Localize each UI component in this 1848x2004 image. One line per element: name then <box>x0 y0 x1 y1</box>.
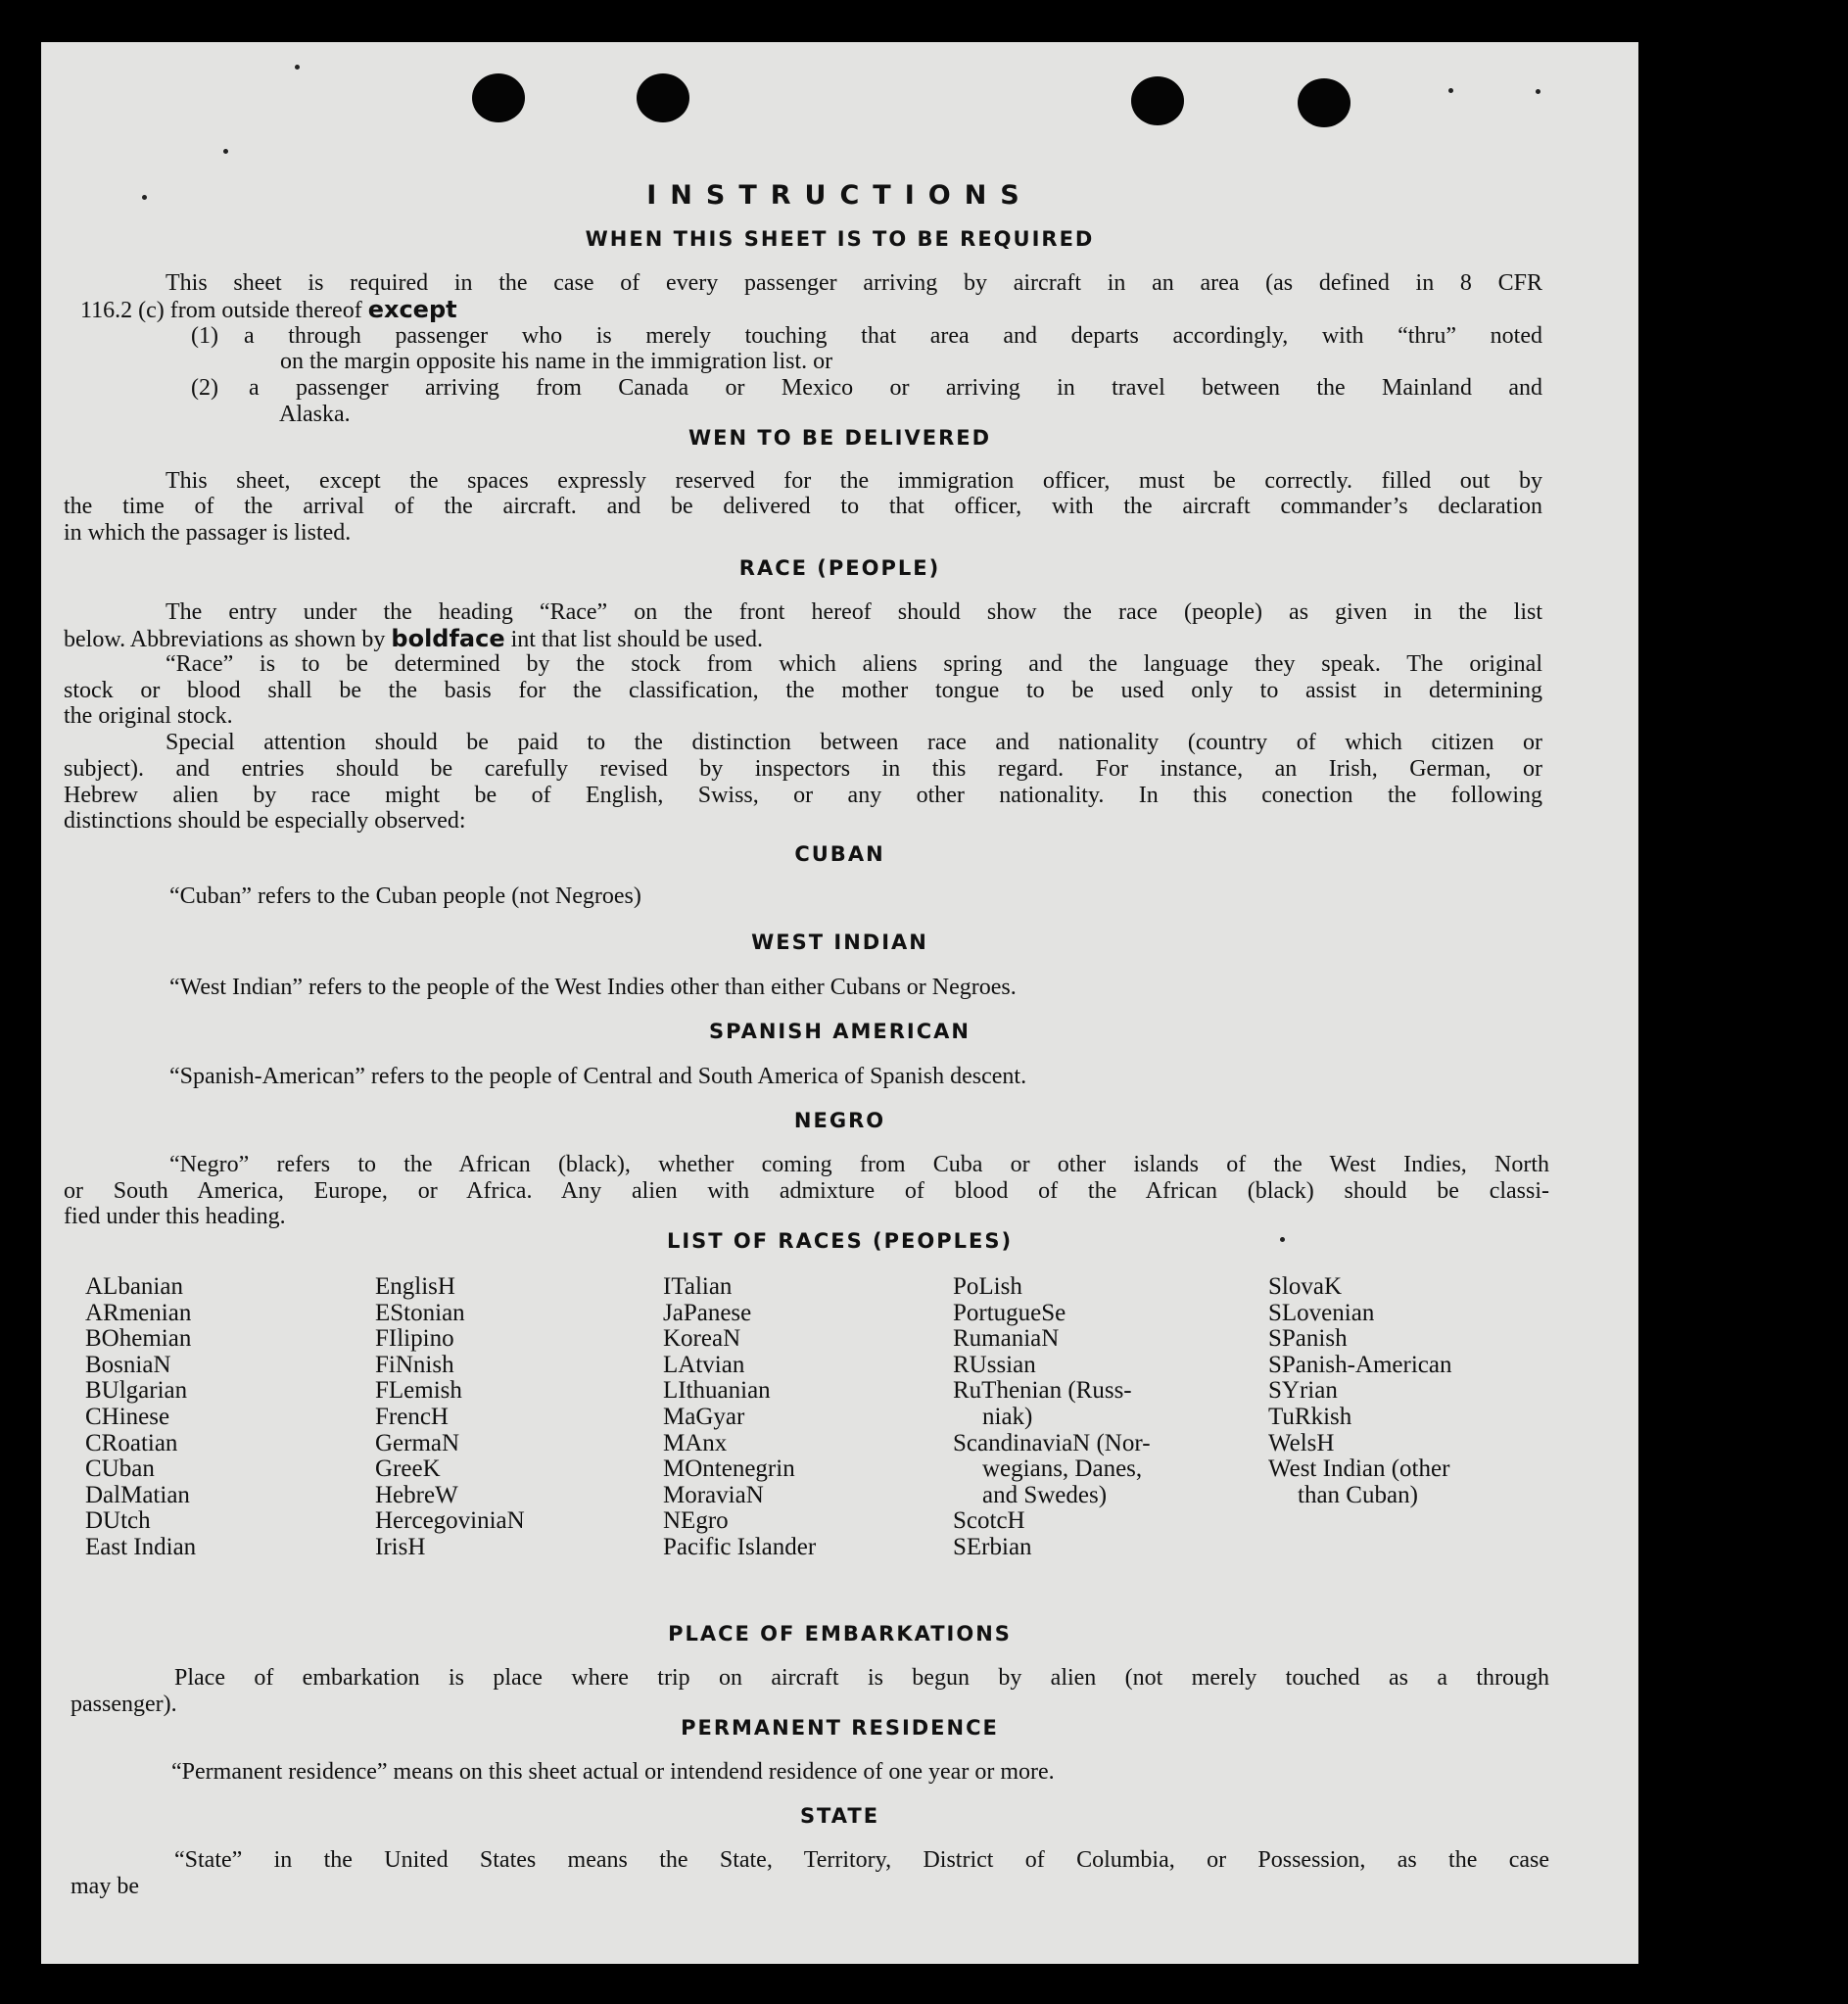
heading-negro: NEGRO <box>793 1109 886 1132</box>
races-column-3 <box>663 1274 816 1561</box>
race-item: DalMatian <box>85 1481 190 1508</box>
required-line-1: This sheet is required in the case of every passenger arriving by aircraft in an area (as defined in 8 CFR <box>166 270 1542 296</box>
heading-state: STATE <box>799 1804 880 1828</box>
race-item: DUtch <box>85 1507 151 1535</box>
punch-hole <box>1131 76 1184 125</box>
heading-cuban: CUBAN <box>794 842 885 866</box>
punch-hole <box>472 73 525 122</box>
state-line-1: “State” in the United States means the State, Territory, District of Columbia, or Possession, as the case <box>174 1847 1549 1873</box>
race-line-6: Special attention should be paid to the distinction between race and nationality (country of which citizen or <box>166 730 1542 755</box>
race-item: Pacific Islander <box>663 1533 817 1560</box>
heading-race: RACE (PEOPLE) <box>738 556 941 580</box>
speck <box>295 65 300 70</box>
page-title: INSTRUCTIONS <box>646 180 1033 211</box>
negro-line-1: “Negro” refers to the African (black), whether coming from Cuba or other islands of the West Indies, North <box>169 1152 1549 1177</box>
spanish-american-text: “Spanish-American” refers to the people of Central and South America of Spanish descent. <box>169 1064 1027 1089</box>
race-item: MaGyar <box>663 1403 745 1430</box>
delivered-line-1: This sheet, except the spaces expressly reserved for the immigration officer, must be correctly. filled out by <box>166 468 1542 494</box>
race-item: FrencH <box>375 1403 449 1430</box>
race-item: CHinese <box>85 1403 170 1430</box>
race-item: PortugueSe <box>953 1299 1066 1326</box>
race-item: ScotcH <box>953 1507 1025 1535</box>
race-item: SlovaK <box>1268 1273 1342 1300</box>
race-item-continued: and Swedes) <box>982 1481 1108 1508</box>
race-item: BosniaN <box>85 1351 171 1378</box>
race-item: SPanish <box>1268 1325 1348 1353</box>
race-item: SPanish-American <box>1268 1351 1452 1378</box>
race-item: LIthuanian <box>663 1377 771 1405</box>
race-item-continued: niak) <box>982 1403 1033 1430</box>
race-item: MOntenegrin <box>663 1455 795 1483</box>
race-line-8: Hebrew alien by race might be of English, Swiss, or any other nationality. In this conection the following <box>64 783 1542 808</box>
heading-permanent-residence: PERMANENT RESIDENCE <box>681 1716 999 1740</box>
race-item: ARmenian <box>85 1299 192 1326</box>
heading-delivered: WEN TO BE DELIVERED <box>687 426 992 450</box>
except-keyword: except <box>367 296 457 323</box>
punch-hole <box>637 73 689 122</box>
race-item: KoreaN <box>663 1325 741 1353</box>
race-item: BOhemian <box>85 1325 192 1353</box>
race-item: NEgro <box>663 1507 729 1535</box>
race-item: LAtvian <box>663 1351 745 1378</box>
race-line-5: the original stock. <box>64 703 233 729</box>
race-item: ITalian <box>663 1273 733 1300</box>
race-item: IrisH <box>375 1533 426 1560</box>
state-line-2: may be <box>71 1874 139 1899</box>
punch-hole <box>1298 78 1350 127</box>
races-column-5 <box>1268 1274 1451 1508</box>
race-item: CUban <box>85 1455 155 1483</box>
speck <box>223 149 228 154</box>
heading-spanish-american: SPANISH AMERICAN <box>709 1020 971 1043</box>
races-column-2 <box>375 1274 525 1561</box>
race-item: EnglisH <box>375 1273 455 1300</box>
race-item: GreeK <box>375 1455 441 1483</box>
race-item: BUlgarian <box>85 1377 188 1405</box>
embarkation-line-1: Place of embarkation is place where trip on aircraft is begun by alien (not merely touched as a through <box>174 1665 1549 1691</box>
residence-text: “Permanent residence” means on this sheet actual or intendend residence of one year or more. <box>171 1759 1055 1785</box>
race-line-7: subject). and entries should be carefully revised by inspectors in this regard. For instance, an Irish, German, or <box>64 756 1542 782</box>
race-item: FIlipino <box>375 1325 454 1353</box>
race-item: ScandinaviaN (Nor- <box>953 1429 1151 1456</box>
race-line-1: The entry under the heading “Race” on the front hereof should show the race (people) as given in the list <box>166 599 1542 625</box>
race-item: PoLish <box>953 1273 1022 1300</box>
race-item: SErbian <box>953 1533 1032 1560</box>
races-column-4 <box>953 1274 1151 1561</box>
race-line-4: stock or blood shall be the basis for the classification, the mother tongue to be used only to assist in determining <box>64 678 1542 703</box>
document-page <box>41 42 1638 1964</box>
required-line-2-text: 116.2 (c) from outside thereof <box>80 298 362 323</box>
exception-1-line-1: a through passenger who is merely touching that area and departs accordingly, with “thru” noted <box>244 323 1542 349</box>
race-item: GermaN <box>375 1429 460 1456</box>
race-item-continued: than Cuban) <box>1298 1481 1418 1508</box>
race-item: West Indian (other <box>1268 1455 1450 1483</box>
delivered-line-3: in which the passager is listed. <box>64 520 352 546</box>
race-item: CRoatian <box>85 1429 178 1456</box>
race-line-9: distinctions should be especially observed: <box>64 808 466 834</box>
speck <box>1536 89 1540 94</box>
race-item: ALbanian <box>85 1273 183 1300</box>
cuban-text: “Cuban” refers to the Cuban people (not Negroes) <box>169 883 641 909</box>
race-item: MAnx <box>663 1429 728 1456</box>
race-item: FiNnish <box>375 1351 454 1378</box>
negro-line-3: fied under this heading. <box>64 1204 286 1229</box>
exception-2-line-2: Alaska. <box>279 402 351 427</box>
race-item: MoraviaN <box>663 1481 764 1508</box>
race-item: HebreW <box>375 1481 458 1508</box>
race-item: TuRkish <box>1268 1403 1352 1430</box>
exception-1-line-2: on the margin opposite his name in the immigration list. or <box>280 349 833 374</box>
exception-1-marker: (1) <box>191 323 218 349</box>
race-item: EStonian <box>375 1299 465 1326</box>
heading-list-of-races: LIST OF RACES (PEOPLES) <box>666 1229 1014 1253</box>
race-item: JaPanese <box>663 1299 752 1326</box>
heading-embarkation: PLACE OF EMBARKATIONS <box>668 1622 1012 1646</box>
race-item: RumaniaN <box>953 1325 1060 1353</box>
race-line-3: “Race” is to be determined by the stock from which aliens spring and the language they speak. The original <box>166 651 1542 677</box>
race-line-2-tail: int that list should be used. <box>510 627 763 652</box>
heading-required: WHEN THIS SHEET IS TO BE REQUIRED <box>585 227 1095 251</box>
race-item: SLovenian <box>1268 1299 1375 1326</box>
speck <box>1448 88 1453 93</box>
exception-2-line-1: a passenger arriving from Canada or Mexico or arriving in travel between the Mainland and <box>249 375 1542 401</box>
race-item-continued: wegians, Danes, <box>982 1455 1143 1483</box>
embarkation-line-2: passenger). <box>71 1692 177 1717</box>
race-item: HercegoviniaN <box>375 1507 525 1535</box>
race-line-2-text: below. Abbreviations as shown by <box>64 627 386 652</box>
races-column-1 <box>85 1274 196 1561</box>
race-line-2 <box>64 626 763 653</box>
boldface-keyword: boldface <box>391 625 505 652</box>
heading-west-indian: WEST INDIAN <box>751 930 928 954</box>
required-line-2 <box>80 297 457 324</box>
race-item: SYrian <box>1268 1377 1338 1405</box>
delivered-line-2: the time of the arrival of the aircraft. and be delivered to that officer, with the aircraft commander’s declaration <box>64 494 1542 519</box>
race-item: RuThenian (Russ- <box>953 1377 1132 1405</box>
race-item: WelsH <box>1268 1429 1335 1456</box>
race-item: East Indian <box>85 1533 197 1560</box>
west-indian-text: “West Indian” refers to the people of the West Indies other than either Cubans or Negroes. <box>169 975 1017 1000</box>
negro-line-2: or South America, Europe, or Africa. Any alien with admixture of blood of the African (black) should be classi- <box>64 1178 1549 1204</box>
exception-2-marker: (2) <box>191 375 218 401</box>
race-item: FLemish <box>375 1377 462 1405</box>
race-item: RUssian <box>953 1351 1036 1378</box>
